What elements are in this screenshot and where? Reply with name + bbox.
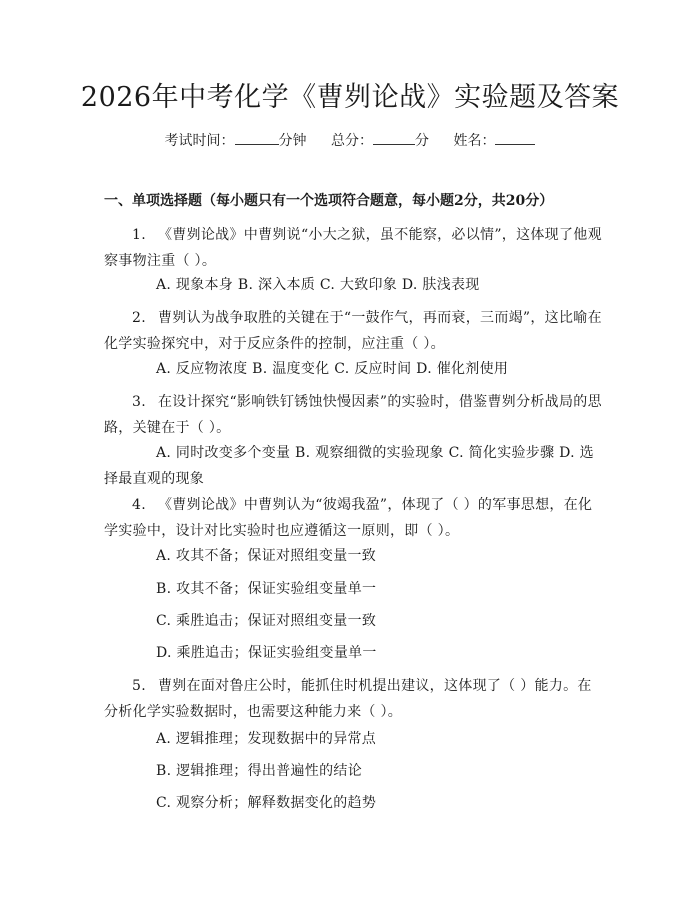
exam-time-label: 考试时间： (164, 133, 235, 149)
question-3-options: A. 同时改变多个变量 B. 观察细微的实验现象 C. 简化实验步骤 D. 选择最直观的现象 (104, 445, 594, 487)
page-title: 2026年中考化学《曹刿论战》实验题及答案 (80, 82, 620, 113)
question-number: 5. (132, 678, 146, 694)
total-score-label: 总分： (331, 133, 373, 149)
question-text: 曹刿在面对鲁庄公时，能抓住时机提出建议，这体现了（ ）能力。在分析化学实验数据时，也需要这种能力来（ ）。 (104, 678, 592, 720)
question-number: 2. (132, 310, 146, 326)
question-text: 曹刿认为战争取胜的关键在于“一鼓作气，再而衰，三而竭”，这比喻在化学实验探究中，对于反应条件的控制，应注重（ ）。 (104, 310, 602, 352)
question-5-option-a: A. 逻辑推理；发现数据中的异常点 (156, 731, 377, 747)
question-1 (104, 222, 604, 274)
question-text: 在设计探究“影响铁钉锈蚀快慢因素”的实验时，借鉴曹刿分析战局的思路，关键在于（ ）。 (104, 394, 602, 436)
question-number: 4. (132, 497, 146, 513)
question-4-option-d: D. 乘胜追击；保证实验组变量单一 (156, 645, 377, 661)
exam-time-blank (235, 130, 279, 145)
section-heading: 一、单项选择题（每小题只有一个选项符合题意，每小题2分，共20分） (104, 193, 554, 209)
question-text: 《曹刿论战》中曹刿认为“彼竭我盈”，体现了（ ）的军事思想，在化学实验中，设计对比实验时也应遵循这一原则，即（ ）。 (104, 497, 593, 539)
student-name-blank (495, 130, 535, 145)
question-5-option-c: C. 观察分析；解释数据变化的趋势 (156, 795, 377, 811)
question-4-option-a: A. 攻其不备；保证对照组变量一致 (156, 548, 377, 564)
question-number: 3. (132, 394, 146, 410)
question-text: 《曹刿论战》中曹刿说“小大之狱，虽不能察，必以情”，这体现了他观察事物注重（ ）。 (104, 227, 602, 269)
total-score-field (331, 130, 429, 152)
question-4-option-c: C. 乘胜追击；保证对照组变量一致 (156, 613, 377, 629)
student-name-label: 姓名： (453, 133, 496, 149)
question-number: 1. (132, 227, 146, 243)
question-4-option-b: B. 攻其不备；保证实验组变量单一 (156, 581, 377, 597)
total-score-blank (373, 130, 415, 145)
question-2 (104, 305, 604, 357)
exam-time-field (165, 130, 307, 152)
total-score-unit: 分 (415, 133, 429, 149)
question-4 (104, 492, 604, 544)
question-1-options: A. 现象本身 B. 深入本质 C. 大致印象 D. 肤浅表现 (156, 277, 480, 293)
exam-info-line (0, 130, 700, 152)
exam-time-unit: 分钟 (278, 133, 307, 149)
student-name-field (453, 130, 535, 152)
question-5 (104, 673, 604, 725)
question-2-options: A. 反应物浓度 B. 温度变化 C. 反应时间 D. 催化剂使用 (156, 361, 509, 377)
question-3 (104, 389, 604, 441)
question-5-option-b: B. 逻辑推理；得出普遍性的结论 (156, 763, 362, 779)
